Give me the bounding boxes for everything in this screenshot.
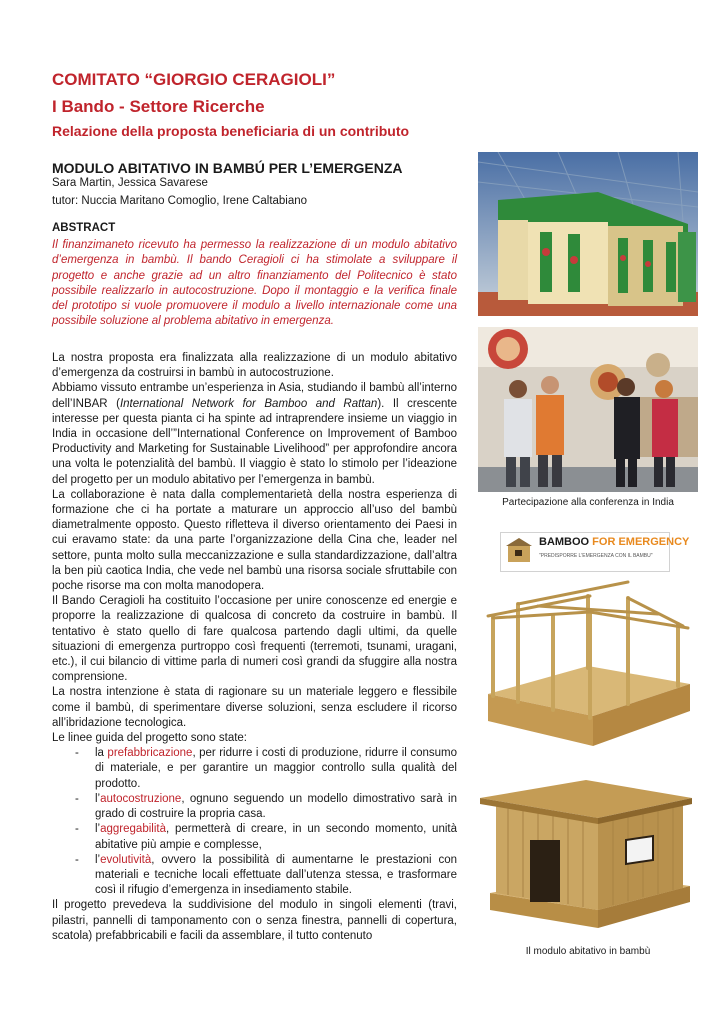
bullet-key: evolutività	[100, 853, 152, 866]
module-title: MODULO ABITATIVO IN BAMBÚ PER L’EMERGENZA	[52, 160, 403, 176]
paragraph-guidelines: Le linee guida del progetto sono state:	[52, 732, 248, 745]
bamboo-for-emergency-logo	[500, 532, 690, 572]
paragraph-asia-a: Abbiamo vissuto entrambe un’esperienza in Asia, studiando il bambù all’interno dell’INBAR (	[52, 382, 457, 410]
paragraph-asia	[52, 381, 457, 487]
bullet-dash: -	[75, 823, 79, 836]
conference-photo	[478, 327, 698, 492]
list-item	[52, 746, 457, 792]
caption-hut: Il modulo abitativo in bambù	[525, 946, 651, 957]
caption-conference: Partecipazione alla conferenza in India	[502, 497, 674, 508]
logo-word-emergency: FOR EMERGENCY	[592, 536, 690, 548]
title-committee: COMITATO “GIORGIO CERAGIOLI”	[52, 70, 336, 89]
list-item	[52, 822, 457, 852]
logo-wordmark	[539, 536, 689, 548]
abstract-text: Il finanzimaneto ricevuto ha permesso la realizzazione di un modulo abitativo d’emergenza in bambù. Il bando Ceragioli ci ha stimolate a sviluppare il progetto e anche grazie ad un altro finanziamento del Politecnico è stato possibile realizzarlo in autocostruzione. Dopo il montaggio e la verifica finale del prototipo si vuole promuovere il modulo a livello internazionale come una possibile soluzione al problema abitativo in emergenza.	[52, 239, 457, 328]
bullet-pre: la	[95, 747, 108, 760]
bamboo-frame-graphic	[478, 576, 698, 766]
bullet-dash: -	[75, 747, 79, 760]
bullet-dash: -	[75, 792, 79, 805]
bullet-dash: -	[75, 853, 79, 866]
bullet-pre: l’	[95, 823, 101, 836]
title-report: Relazione della proposta beneficiaria di un contributo	[52, 123, 410, 139]
bullet-key: autocostruzione	[100, 792, 182, 805]
bullet-key: prefabbricazione	[107, 747, 193, 760]
paragraph-intro: La nostra proposta era finalizzata alla realizzazione di un modulo abitativo d’emergenza da costruirsi in bambù in autocostruzione.	[52, 352, 457, 380]
logo-tagline: "PREDISPORRE L'EMERGENZA CON IL BAMBU"	[539, 553, 653, 559]
paragraph-collaboration: La collaborazione è nata dalla complementarietà della nostra esperienza di formazione che ci ha portate a maturare un approccio all’uso del bambù diametralmente opposto. Questo rifletteva il diverso orientamento dei Paesi in cui eravamo state: da una parte l’organizzazione della Cina che, leader nel settore, punta molto sulla meccanizzazione e sulla standardizzazione, dall’altra la ben più caotica India, che vede nel bambù una risorsa sociale sfruttabile con poche risorse ma con molta manodopera.	[52, 488, 457, 593]
bullet-post: , permetterà di creare, in un secondo momento, unità abitative più ampie e complesse,	[95, 823, 457, 851]
authors: Sara Martin, Jessica Savarese	[52, 177, 208, 189]
bamboo-hut-drawing	[478, 778, 698, 938]
bullet-pre: l’	[95, 792, 101, 805]
paragraph-project: Il progetto prevedeva la suddivisione del modulo in singoli elementi (travi, pilastri, pannelli di tamponamento con o senza finestra, pannelli di copertura, scatola) prefabbricabili e facili da assemblare, il tutto contenuto	[52, 899, 457, 942]
bullet-key: aggregabilità	[100, 823, 166, 836]
list-item	[52, 792, 457, 822]
booth-photo	[478, 152, 698, 316]
paragraph-ceragioli: Il Bando Ceragioli ha costituito l’occasione per unire conoscenze ed energie e proporre la realizzazione di qualcosa di concreto da costruire in bambù. Il tentativo è stato quello di fare qualcosa partendo dagli ultimi, da quelle situazioni di emergenza purtroppo così frequenti (terremoti, tsunami, uragani, etc.), il cui bilancio di vittime parla di numeri così grandi da sfuggire alla nostra comprensione.	[52, 595, 457, 684]
hut-logo-icon	[504, 536, 534, 566]
title-call: I Bando - Settore Ricerche	[52, 97, 265, 116]
bullet-post: , ovvero la possibilità di aumentarne le prestazioni con materiali e tecniche locali effettuate dall’utenza stessa, e trasformare così il rifugio d’emergenza in insediamento stabile.	[95, 853, 457, 897]
tutor: tutor: Nuccia Maritano Comoglio, Irene Caltabiano	[52, 195, 308, 207]
list-item	[52, 853, 457, 899]
guidelines-list	[52, 746, 457, 898]
bullet-post: , ognuno seguendo un modello dimostrativo sarà in grado di costruire la propria casa.	[95, 792, 457, 821]
booth-photo-graphic	[478, 152, 698, 316]
paragraph-intention: La nostra intenzione è stata di ragionare su un materiale leggero e flessibile come il bambù, di sperimentare diverse soluzioni, senza escludere il ricorso all’ibridazione tecnologica.	[52, 686, 457, 729]
logo-word-bamboo: BAMBOO	[539, 536, 590, 548]
inbar-name: International Network for Bamboo and Rattan	[119, 397, 378, 410]
abstract-heading: ABSTRACT	[52, 222, 116, 234]
bamboo-frame-drawing	[478, 576, 698, 766]
bullet-pre: l’	[95, 853, 101, 866]
conference-photo-graphic	[478, 327, 698, 492]
bamboo-hut-graphic	[478, 778, 698, 938]
bullet-post: , per ridurre i costi di produzione, ridurre il consumo di materiale, e per garantire un maggior controllo sulla qualità del prodotto.	[95, 747, 457, 790]
paragraph-asia-b: ). Il crescente interesse per questa pianta ci ha spinte ad intraprendere insieme un viaggio in India in occasione dell’”International Conference on Improvement of Bamboo Productivity and Marketing for Sustainable Livelihood” per approfondire ancora una volta le potenzialità del bambù. Il viaggio è stato lo stimolo per l’ideazione del progetto per un modulo abitativo per l’emergenza in bambù.	[52, 397, 457, 486]
body-text	[52, 351, 457, 944]
